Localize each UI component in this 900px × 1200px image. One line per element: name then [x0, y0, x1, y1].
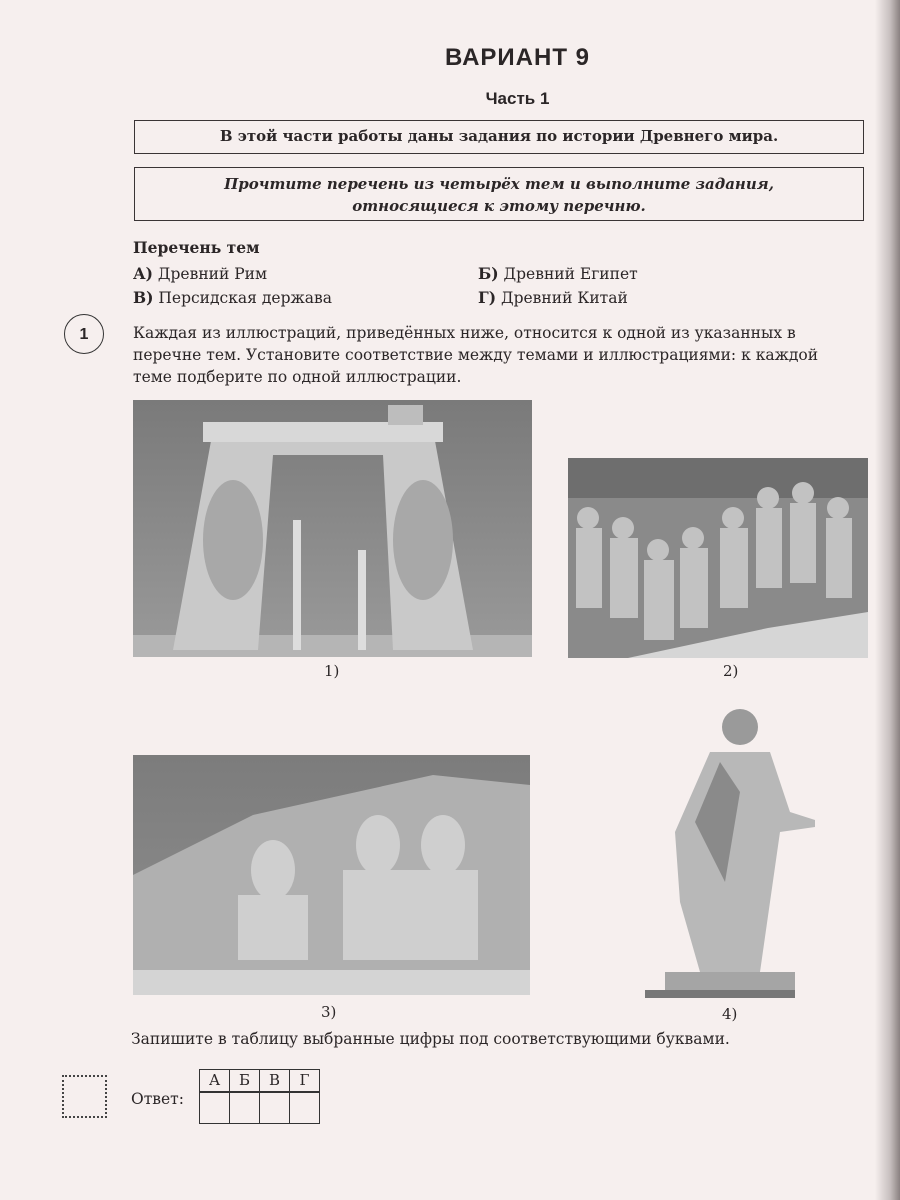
- topic-text: Древний Рим: [157, 265, 268, 283]
- terracotta-image: [568, 458, 868, 658]
- instruction-line-1: Прочтите перечень из четырёх тем и выполните задания,: [224, 175, 774, 193]
- illustration-4-caesar-statue: [640, 702, 820, 1002]
- topic-letter: Г): [478, 288, 497, 307]
- answer-table: [199, 1069, 320, 1124]
- page-curl-shadow: [875, 0, 900, 1200]
- statue-image: [640, 702, 820, 1002]
- abu-simbel-image: [133, 755, 530, 995]
- answer-cell-v[interactable]: [260, 1092, 290, 1124]
- topic-a: [133, 264, 267, 283]
- topic-letter: В): [133, 288, 154, 307]
- answer-column-v: В: [260, 1070, 290, 1092]
- topic-text: Персидская держава: [158, 289, 332, 307]
- illustration-4-label: 4): [722, 1005, 738, 1023]
- topic-v: [133, 288, 332, 307]
- variant-title: ВАРИАНТ 9: [444, 44, 591, 71]
- instruction-line-2: относящиеся к этому перечню.: [352, 197, 646, 215]
- topic-letter: Б): [478, 264, 499, 283]
- topic-text: Древний Китай: [500, 289, 628, 307]
- write-instruction: Запишите в таблицу выбранные цифры под соответствующими буквами.: [131, 1030, 730, 1048]
- illustration-1-persepolis-gate: [133, 400, 532, 657]
- gate-image: [133, 400, 532, 657]
- answer-cell-a[interactable]: [200, 1092, 230, 1124]
- answer-column-b: Б: [230, 1070, 260, 1092]
- topic-b: [478, 264, 638, 283]
- intro-box: В этой части работы даны задания по истории Древнего мира.: [134, 120, 864, 154]
- task-text: Каждая из иллюстраций, приведённых ниже, относится к одной из указанных в перечне тем. Установите соответствие между темами и иллюстрациями: к каждой теме подберите по одной иллюстрации.: [133, 324, 819, 386]
- answer-column-g: Г: [290, 1070, 320, 1092]
- topic-text: Древний Египет: [503, 265, 638, 283]
- answer-label: Ответ:: [131, 1090, 184, 1108]
- task-number: 1: [64, 314, 104, 354]
- answer-header-row: [200, 1070, 320, 1092]
- answer-input-row: [200, 1092, 320, 1124]
- illustration-3-abu-simbel: [133, 755, 530, 995]
- topics-heading: Перечень тем: [133, 238, 260, 257]
- score-box: [62, 1075, 107, 1118]
- answer-cell-g[interactable]: [290, 1092, 320, 1124]
- topic-g: [478, 288, 628, 307]
- illustration-3-label: 3): [321, 1003, 337, 1021]
- topic-letter: А): [133, 264, 153, 283]
- instruction-box: [134, 167, 864, 221]
- part-title: Часть 1: [485, 89, 550, 108]
- illustration-2-terracotta-army: [568, 458, 868, 658]
- illustration-2-label: 2): [723, 662, 739, 680]
- answer-cell-b[interactable]: [230, 1092, 260, 1124]
- answer-column-a: А: [200, 1070, 230, 1092]
- illustration-1-label: 1): [324, 662, 340, 680]
